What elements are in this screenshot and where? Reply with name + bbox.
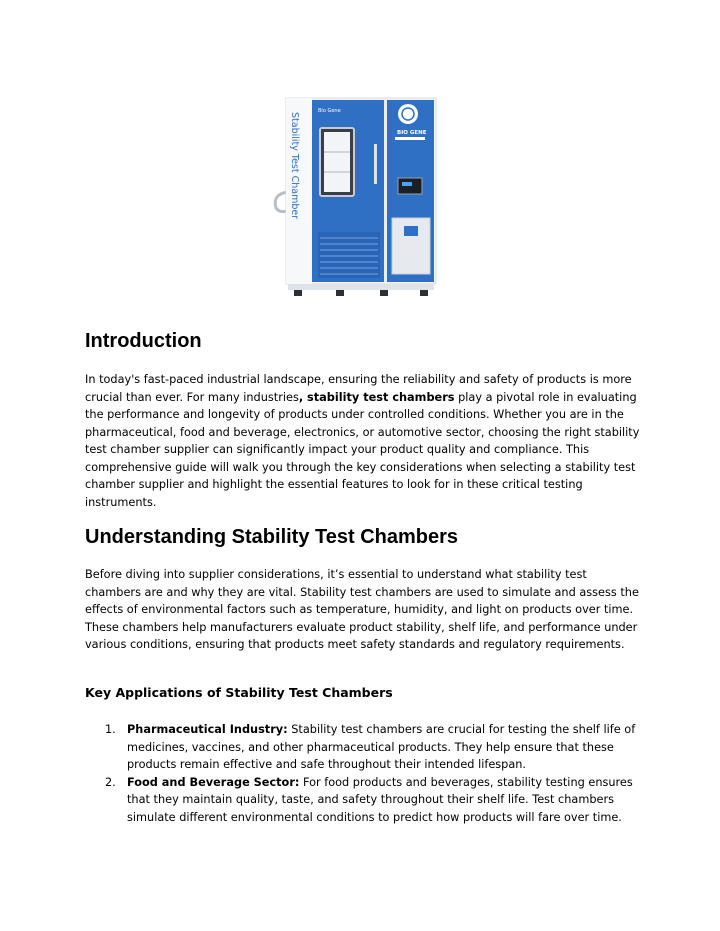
intro-text-before: In today's fast-paced industrial landscape, ensuring the reliability and safety of products is more crucial than ever. For many industries — [85, 373, 632, 404]
applications-list — [85, 721, 645, 826]
wheel-icon — [336, 290, 344, 296]
list-item-text: Stability test chambers are crucial for testing the shelf life of medicines, vaccines, and other pharmaceutical products. They help ensure that these products remain effective and safe throughout their intended lifespan. — [127, 723, 636, 771]
understanding-paragraph: Before diving into supplier considerations, it’s essential to understand what stability test chambers are and why they are vital. Stability test chambers are used to simulate and assess the effects of environmental factors such as temperature, humidity, and light on products over time. These chambers help manufacturers evaluate product stability, shelf life, and performance under various conditions, ensuring that products meet safety standards and regulatory requirements. — [85, 568, 639, 651]
wheel-icon — [380, 290, 388, 296]
panel-window — [404, 226, 418, 236]
chamber-base — [288, 284, 434, 290]
stability-chamber-illustration — [250, 82, 472, 307]
list-item-title: Food and Beverage Sector: — [127, 775, 300, 789]
side-label: Stability Test Chamber — [289, 112, 300, 220]
logo-text: BIO GENE — [397, 130, 427, 136]
product-image — [250, 82, 472, 307]
list-item-text: For food products and beverages, stability testing ensures that they maintain quality, taste, and safety throughout their shelf life. Test chambers simulate different environmental conditions to predict how products will fare over time. — [127, 775, 633, 824]
logo-underline — [395, 137, 425, 140]
intro-paragraph — [85, 371, 645, 511]
list-item — [85, 774, 645, 827]
intro-heading: Introduction — [85, 330, 202, 352]
display-readout — [402, 182, 412, 186]
list-item — [85, 721, 645, 774]
list-number: 1. — [105, 723, 116, 736]
understanding-heading: Understanding Stability Test Chambers — [85, 526, 459, 548]
window-glass — [324, 132, 350, 192]
brand-text: Bio Gene — [318, 108, 341, 114]
intro-bold-keyword: , stability test chambers — [298, 390, 455, 404]
wheel-icon — [294, 290, 302, 296]
key-applications-heading: Key Applications of Stability Test Chambers — [85, 685, 393, 700]
chamber-divider — [384, 100, 387, 282]
logo-icon — [398, 104, 418, 124]
vent-grille — [318, 232, 380, 278]
intro-text-after: play a pivotal role in evaluating the performance and longevity of products under controlled conditions. Whether you are in the pharmaceutical, food and beverage, electronics, or automotive sector, choosing the right stability test chamber supplier can significantly impact your product quality and compliance. This comprehensive guide will walk you through the key considerations when selecting a stability test chamber supplier and highlight the essential features to look for in these critical testing instruments. — [85, 390, 640, 509]
list-number: 2. — [105, 775, 116, 789]
list-item-title: Pharmaceutical Industry: — [127, 723, 288, 736]
door-handle — [374, 144, 377, 184]
wheel-icon — [420, 290, 428, 296]
